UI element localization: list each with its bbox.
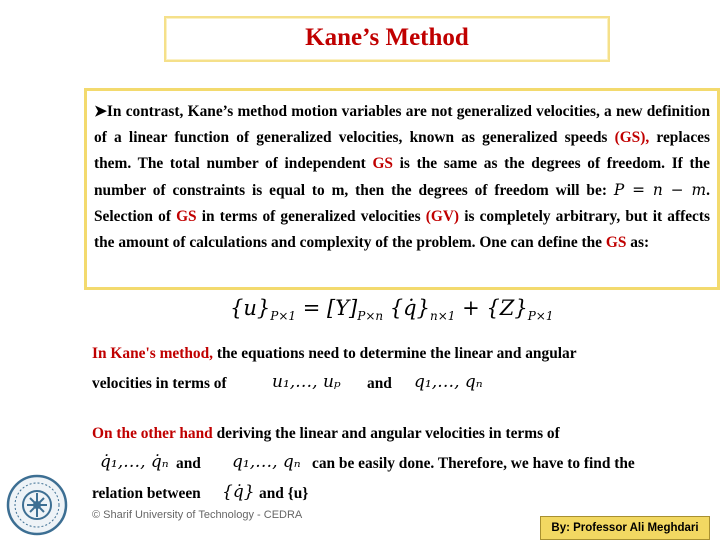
para-highlight: (GS),: [614, 129, 650, 146]
intro-paragraph: [94, 99, 710, 256]
q-vars: q₁,…, qₙ: [414, 372, 483, 392]
text-line-2: velocities in terms of: [92, 375, 227, 392]
line-highlight: On the other hand: [92, 425, 213, 442]
qdot-vars: q̇₁,…, q̇ₙ: [100, 452, 169, 472]
para-text: is completely arbitrary, but it affects the amount of calculations and complexity of the problem. One can define the: [94, 208, 710, 251]
para-highlight: GS: [605, 234, 627, 251]
para-highlight: GS: [372, 155, 393, 172]
text-line-4: can be easily done. Therefore, we have to find the: [312, 455, 635, 472]
q-vars: q₁,…, qₙ: [232, 452, 301, 472]
para-text: . Selection of: [94, 182, 710, 225]
text-line-1: [92, 345, 577, 363]
slide-title: Kane’s Method: [305, 24, 469, 51]
para-text: is the same as the degrees of freedom. If the number of constraints is equal to m, then the degrees of freedom will be:: [94, 155, 710, 199]
u-vars: u₁,…, uₚ: [272, 372, 341, 392]
gs-equation: [230, 296, 553, 323]
text-line-3: [92, 425, 560, 443]
and-word: and: [176, 455, 201, 472]
text-line-5: relation between: [92, 485, 201, 502]
eq-sub: P×1: [527, 309, 554, 324]
para-highlight: GS: [176, 208, 197, 225]
university-logo-icon: [6, 474, 68, 536]
eq-plus: +: [462, 296, 480, 320]
eq-sub: P×1: [270, 309, 297, 324]
title-box: [164, 16, 610, 62]
para-text: replaces them. The total number of independent: [94, 129, 710, 172]
eq-sign: =: [302, 296, 321, 320]
line-highlight: In Kane's method,: [92, 345, 214, 362]
eq-sub: n×1: [429, 309, 456, 324]
eq-u: {u}: [230, 296, 271, 320]
para-text: In contrast, Kane’s method motion variables are not generalized velocities, a new definition of a linear function of generalized velocities, known as generalized speeds: [94, 103, 710, 146]
para-text: in terms of generalized velocities: [196, 208, 426, 225]
eq-y: [Y]: [327, 296, 358, 320]
qdot-vector: {q̇}: [222, 482, 255, 502]
eq-sub: P×n: [357, 309, 384, 324]
para-text: as:: [626, 234, 650, 251]
text-line-5-end: and {u}: [259, 485, 309, 502]
dof-formula: P = n − m: [613, 181, 707, 199]
bullet-arrow-icon: ➤: [94, 103, 107, 120]
and-word: and: [367, 375, 392, 392]
copyright-footer: © Sharif University of Technology - CEDRA: [92, 509, 303, 521]
eq-qdot: {q̇}: [389, 296, 430, 320]
content-box: [84, 88, 720, 290]
eq-z: {Z}: [486, 296, 528, 320]
line-text: the equations need to determine the linear and angular: [213, 345, 577, 362]
author-badge: By: Professor Ali Meghdari: [540, 516, 710, 540]
para-highlight: (GV): [425, 208, 460, 225]
line-text: deriving the linear and angular velocities in terms of: [212, 425, 560, 442]
